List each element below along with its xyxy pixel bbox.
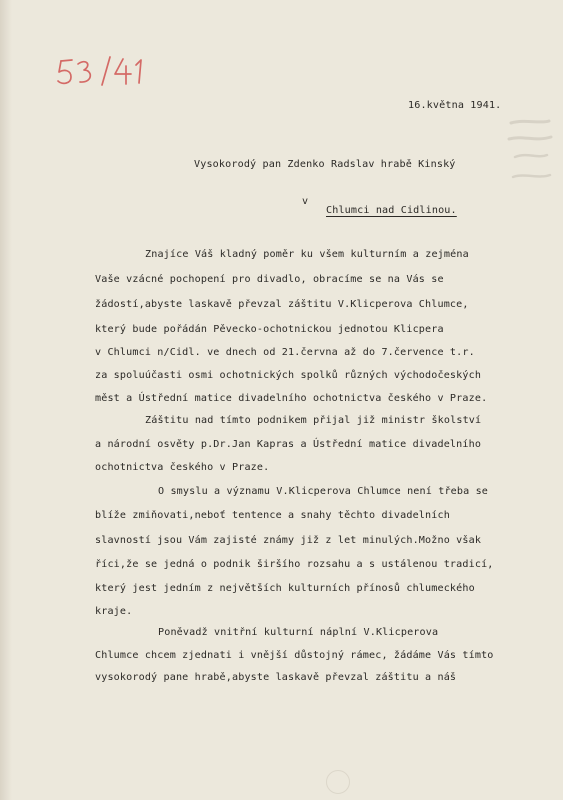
paragraph-2-line-2: a národní osvěty p.Dr.Jan Kapras a Ústřední matice divadelního bbox=[95, 439, 482, 450]
paragraph-1-line-6: za spoluúčasti osmi ochotnických spolků různých východočeských bbox=[95, 370, 482, 381]
paragraph-3-line-1: O smyslu a významu V.Klicperova Chlumce není třeba se bbox=[158, 486, 489, 497]
paper-fold-mark bbox=[326, 770, 350, 794]
recipient-name: Vysokorodý pan Zdenko Radslav hrabě Kinský bbox=[194, 159, 456, 170]
paragraph-1-line-2: Vaše vzácné pochopení pro divadlo, obracíme se na Vás se bbox=[95, 274, 444, 285]
paragraph-2-line-3: ochotnictva českého v Praze. bbox=[95, 462, 270, 473]
paragraph-4-line-3: vysokorodý pane hrabě,abyste laskavě převzal záštitu a náš bbox=[95, 672, 457, 683]
paragraph-1-line-4: který bude pořádán Pěvecko-ochotnickou jednotou Klicpera bbox=[95, 324, 444, 335]
paragraph-3-line-6: kraje. bbox=[95, 606, 133, 617]
faint-bleed-through-mark bbox=[505, 115, 555, 190]
paragraph-3-line-4: říci,že se jedná o podnik širšího rozsahu a s ustálenou tradicí, bbox=[95, 559, 494, 570]
paragraph-1-line-7: měst a Ústřední matice divadelního ochotnictva českého v Praze. bbox=[95, 393, 488, 404]
paragraph-3-line-3: slavností jsou Vám zajisté známy již z let minulých.Možno však bbox=[95, 535, 482, 546]
paragraph-3-line-5: který jest jedním z největších kulturních přínosů chlumeckého bbox=[95, 583, 475, 594]
paragraph-1-line-1: Znajíce Váš kladný poměr ku všem kulturním a zejména bbox=[145, 249, 469, 260]
paper-edge-shadow bbox=[0, 0, 12, 800]
paragraph-2-line-1: Záštitu nad tímto podnikem přijal již ministr školství bbox=[145, 415, 482, 426]
letter-date: 16.května 1941. bbox=[408, 100, 502, 111]
paragraph-4-line-2: Chlumce chcem zjednati i vnější důstojný rámec, žádáme Vás tímto bbox=[95, 650, 494, 661]
recipient-preposition: v bbox=[302, 196, 309, 207]
paragraph-3-line-2: blíže zmiňovati,neboť tentence a snahy těchto divadelních bbox=[95, 510, 450, 521]
paragraph-4-line-1: Poněvadž vnitřní kulturní náplní V.Klicperova bbox=[158, 627, 439, 638]
handwritten-reference-number bbox=[55, 55, 150, 87]
paragraph-1-line-5: v Chlumci n/Cidl. ve dnech od 21.června až do 7.července t.r. bbox=[95, 347, 475, 358]
paragraph-1-line-3: žádostí,abyste laskavě převzal záštitu V.Klicperova Chlumce, bbox=[95, 299, 469, 310]
recipient-place: Chlumci nad Cidlinou. bbox=[326, 205, 457, 216]
